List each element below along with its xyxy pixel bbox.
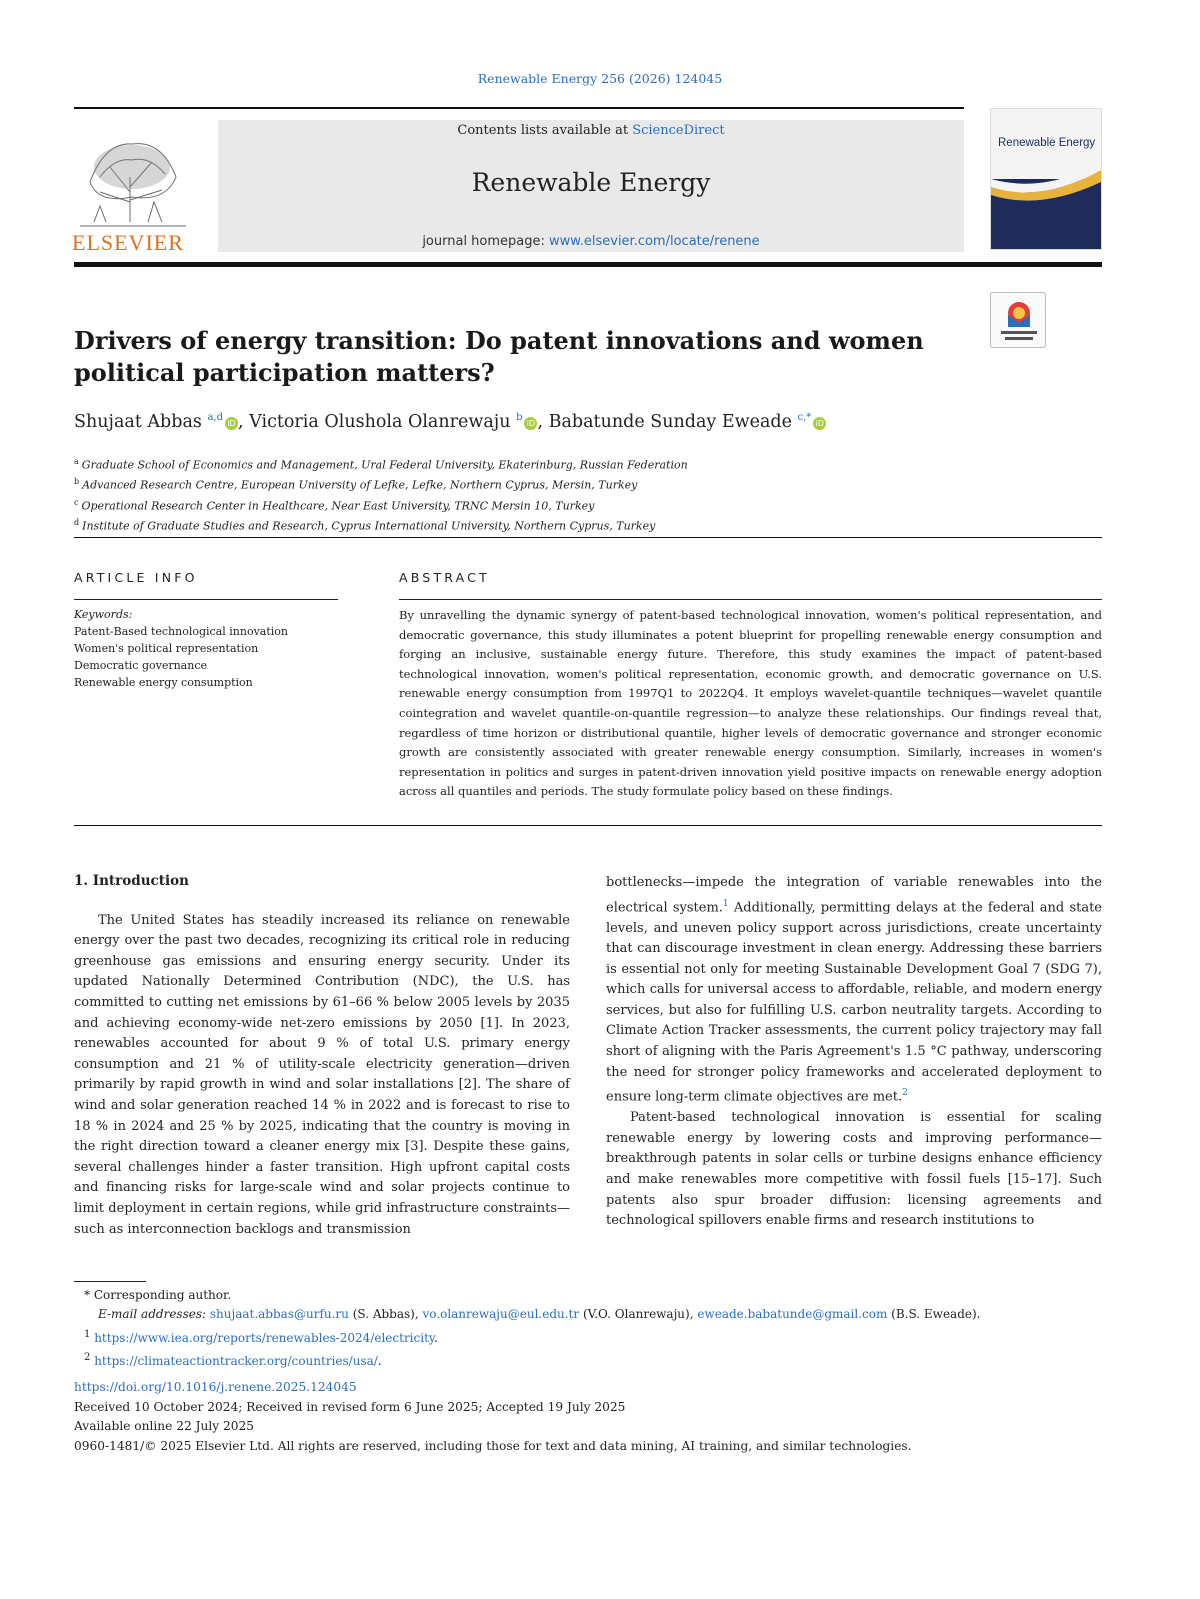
cover-art — [991, 109, 1102, 250]
orcid-icon[interactable]: iD — [813, 417, 826, 430]
received-dates: Received 10 October 2024; Received in revised form 6 June 2025; Accepted 19 July 2025 — [74, 1399, 626, 1414]
copyright-line: 0960-1481/© 2025 Elsevier Ltd. All rights are reserved, including those for text and data mining, AI training, and similar technologies. — [74, 1438, 912, 1453]
journal-cover-thumbnail[interactable] — [990, 108, 1102, 250]
article-info-rule — [74, 599, 338, 600]
header-rule — [74, 107, 964, 109]
abstract-rule — [399, 599, 1102, 600]
affiliation-list — [74, 454, 688, 536]
author-name[interactable]: Shujaat Abbas — [74, 412, 202, 432]
section-divider — [74, 537, 1102, 538]
affiliation-item: $^a$ Graduate School of Economics and Management, Ural Federal University, Ekaterinburg, Russian Federation — [74, 457, 688, 472]
author-name[interactable]: Babatunde Sunday Eweade — [548, 412, 792, 432]
keyword-item[interactable]: Renewable energy consumption — [74, 676, 253, 689]
orcid-icon[interactable]: iD — [524, 417, 537, 430]
online-date: Available online 22 July 2025 — [74, 1419, 255, 1433]
contents-line: Contents lists available at ScienceDirect — [457, 123, 725, 138]
email-addresses: E-mail addresses: shujaat.abbas@urfu.ru (S. Abbas), vo.olanrewaju@eul.edu.tr (V.O. Olanrewaju), eweade.babatunde@gmail.com (B.S. Eweade). — [98, 1307, 981, 1322]
author-affil-mark[interactable]: c,* — [797, 412, 812, 423]
keyword-item[interactable]: Women's political representation — [74, 642, 259, 655]
keyword-item[interactable]: Democratic governance — [74, 659, 207, 672]
author-affil-mark[interactable]: a,d — [207, 412, 223, 423]
cover-title: Renewable Energy — [998, 137, 1096, 149]
publication-info — [74, 1378, 912, 1456]
keywords-label: Keywords: — [74, 608, 133, 621]
affiliation-item: $^c$ Operational Research Center in Healthcare, Near East University, TRNC Mersin 10, Turkey — [74, 497, 595, 513]
affiliation-item: $^b$ Advanced Research Centre, European University of Lefke, Lefke, Northern Cyprus, Mersin, Turkey — [74, 477, 638, 493]
journal-reference[interactable]: Renewable Energy 256 (2026) 124045 — [477, 71, 723, 86]
article-title: Drivers of energy transition: Do patent innovations and women political participation matters? — [74, 326, 924, 387]
email-link[interactable]: eweade.babatunde@gmail.com — [697, 1307, 888, 1322]
footnote-item: $^2$ https://climateactiontracker.org/countries/usa/. — [84, 1352, 382, 1369]
author-list: Shujaat Abbas $^{a,d}$iD , Victoria Olushola Olanrewaju $^b$iD , Babatunde Sunday Eweade $^{c,*}$iD — [74, 412, 826, 432]
footnote-ref[interactable]: 2 — [902, 1088, 908, 1099]
body-column-right — [606, 873, 1102, 1232]
footnotes — [84, 1286, 980, 1372]
doi-link[interactable]: https://doi.org/10.1016/j.renene.2025.124045 — [74, 1380, 357, 1394]
article-info-heading: ARTICLE INFO — [74, 570, 198, 585]
journal-masthead — [218, 120, 964, 252]
section-divider — [74, 825, 1102, 826]
footnote-item: $^1$ https://www.iea.org/reports/renewables-2024/electricity. — [84, 1328, 438, 1345]
email-link[interactable]: shujaat.abbas@urfu.ru — [209, 1307, 349, 1322]
homepage-line: journal homepage: www.elsevier.com/locate/renene — [422, 234, 760, 249]
email-link[interactable]: vo.olanrewaju@eul.edu.tr — [422, 1307, 580, 1322]
section-title: 1. Introduction — [74, 873, 189, 889]
abstract-text: By unravelling the dynamic synergy of patent-based technological innovation, women's political representation, and democratic governance, this study illuminates a potent blueprint for propelling renewable energy consumption and forging an inclusive, sustainable energy future. Therefore, this study examines the impact of patent-based technological innovation, women's political representation, economic growth, and democratic governance on U.S. renewable energy consumption from 1997Q1 to 2022Q4. It employs wavelet-quantile techniques—wavelet quantile cointegration and wavelet quantile-on-quantile regression—to analyze these relationships. Our findings reveal that, regardless of time horizon or distributional quantile, higher levels of democratic governance and stronger economic growth are consistently associated with greater renewable energy consumption. Similarly, increases in women's representation in politics and surges in patent-driven innovation yield positive impacts on renewable energy adoption across all quantiles and periods. The study formulate policy based on these findings. — [399, 608, 1102, 799]
body-paragraph: Patent-based technological innovation is essential for scaling renewable energy by lowering costs and improving performance—breakthrough patents in solar cells or turbine designs enhance efficiency and make renewables more competitive with fossil fuels [15–17]. Such patents also spur broader diffusion: licensing agreements and technological spillovers enable firms and research institutions to — [606, 1110, 1102, 1229]
corresponding-author-note: * Corresponding author. — [84, 1288, 232, 1302]
footnote-ref[interactable]: 1 — [722, 898, 729, 909]
body-paragraph: The United States has steadily increased its reliance on renewable energy over the past two decades, recognizing its critical role in reducing greenhouse gas emissions and ensuring energy security. Under its updated Nationally Determined Contribution (NDC), the U.S. has committed to cutting net emissions by 61–66 % below 2005 levels by 2035 and achieving economy-wide net-zero emissions by 2050 [1]. In 2023, renewables accounted for about 9 % of total U.S. primary energy consumption and 21 % of utility-scale electricity generation—driven primarily by rapid growth in wind and solar installations [2]. The share of wind and solar generation reached 14 % in 2022 and is forecast to rise to 18 % in 2024 and 25 % by 2025, indicating that the country is moving in the right direction toward a cleaner energy mix [3]. Despite these gains, several challenges hinder a faster transition. High upfront capital costs and financing risks for large-scale wind and solar projects continue to limit deployment in certain regions, while grid infrastructure constraints—such as interconnection backlogs and transmission — [74, 912, 570, 1237]
masthead-bottom-rule — [74, 262, 1102, 267]
check-for-updates-icon[interactable] — [990, 292, 1046, 348]
sciencedirect-link[interactable]: ScienceDirect — [632, 123, 725, 138]
journal-name: Renewable Energy — [471, 168, 711, 197]
orcid-icon[interactable]: iD — [225, 417, 238, 430]
footnote-rule — [74, 1281, 146, 1282]
elsevier-wordmark: ELSEVIER — [72, 230, 184, 255]
body-paragraph: bottlenecks—impede the integration of variable renewables into the electrical system.$^1$ Additionally, permitting delays at the federal and state levels, and uneven policy support across jurisdictions, create uncertainty that can discourage investment in clean energy. Addressing these barriers is essential not only for meeting Sustainable Development Goal 7 (SDG 7), which calls for universal access to affordable, reliable, and modern energy services, but also for fulfilling U.S. carbon neutrality targets. According to Climate Action Tracker assessments, the current policy trajectory may fall short of aligning with the Paris Agreement's 1.5 °C pathway, underscoring the need for stronger policy frameworks and accelerated deployment to ensure long-term climate objectives are met.$^2$ — [606, 875, 1103, 1105]
footnote-link[interactable]: https://climateactiontracker.org/countries/usa/ — [94, 1354, 378, 1369]
keywords-block — [74, 606, 288, 691]
keyword-item[interactable]: Patent-Based technological innovation — [74, 625, 288, 638]
footnote-link[interactable]: https://www.iea.org/reports/renewables-2024/electricity — [94, 1330, 435, 1345]
author-affil-mark[interactable]: b — [516, 412, 523, 423]
body-column-left — [74, 871, 570, 1240]
abstract-heading: ABSTRACT — [399, 570, 490, 585]
author-name[interactable]: Victoria Olushola Olanrewaju — [249, 412, 511, 432]
check-for-updates-glyph — [991, 293, 1047, 349]
affiliation-item: $^d$ Institute of Graduate Studies and Research, Cyprus International University, Northern Cyprus, Turkey — [74, 518, 656, 534]
journal-homepage-link[interactable]: www.elsevier.com/locate/renene — [549, 234, 760, 249]
